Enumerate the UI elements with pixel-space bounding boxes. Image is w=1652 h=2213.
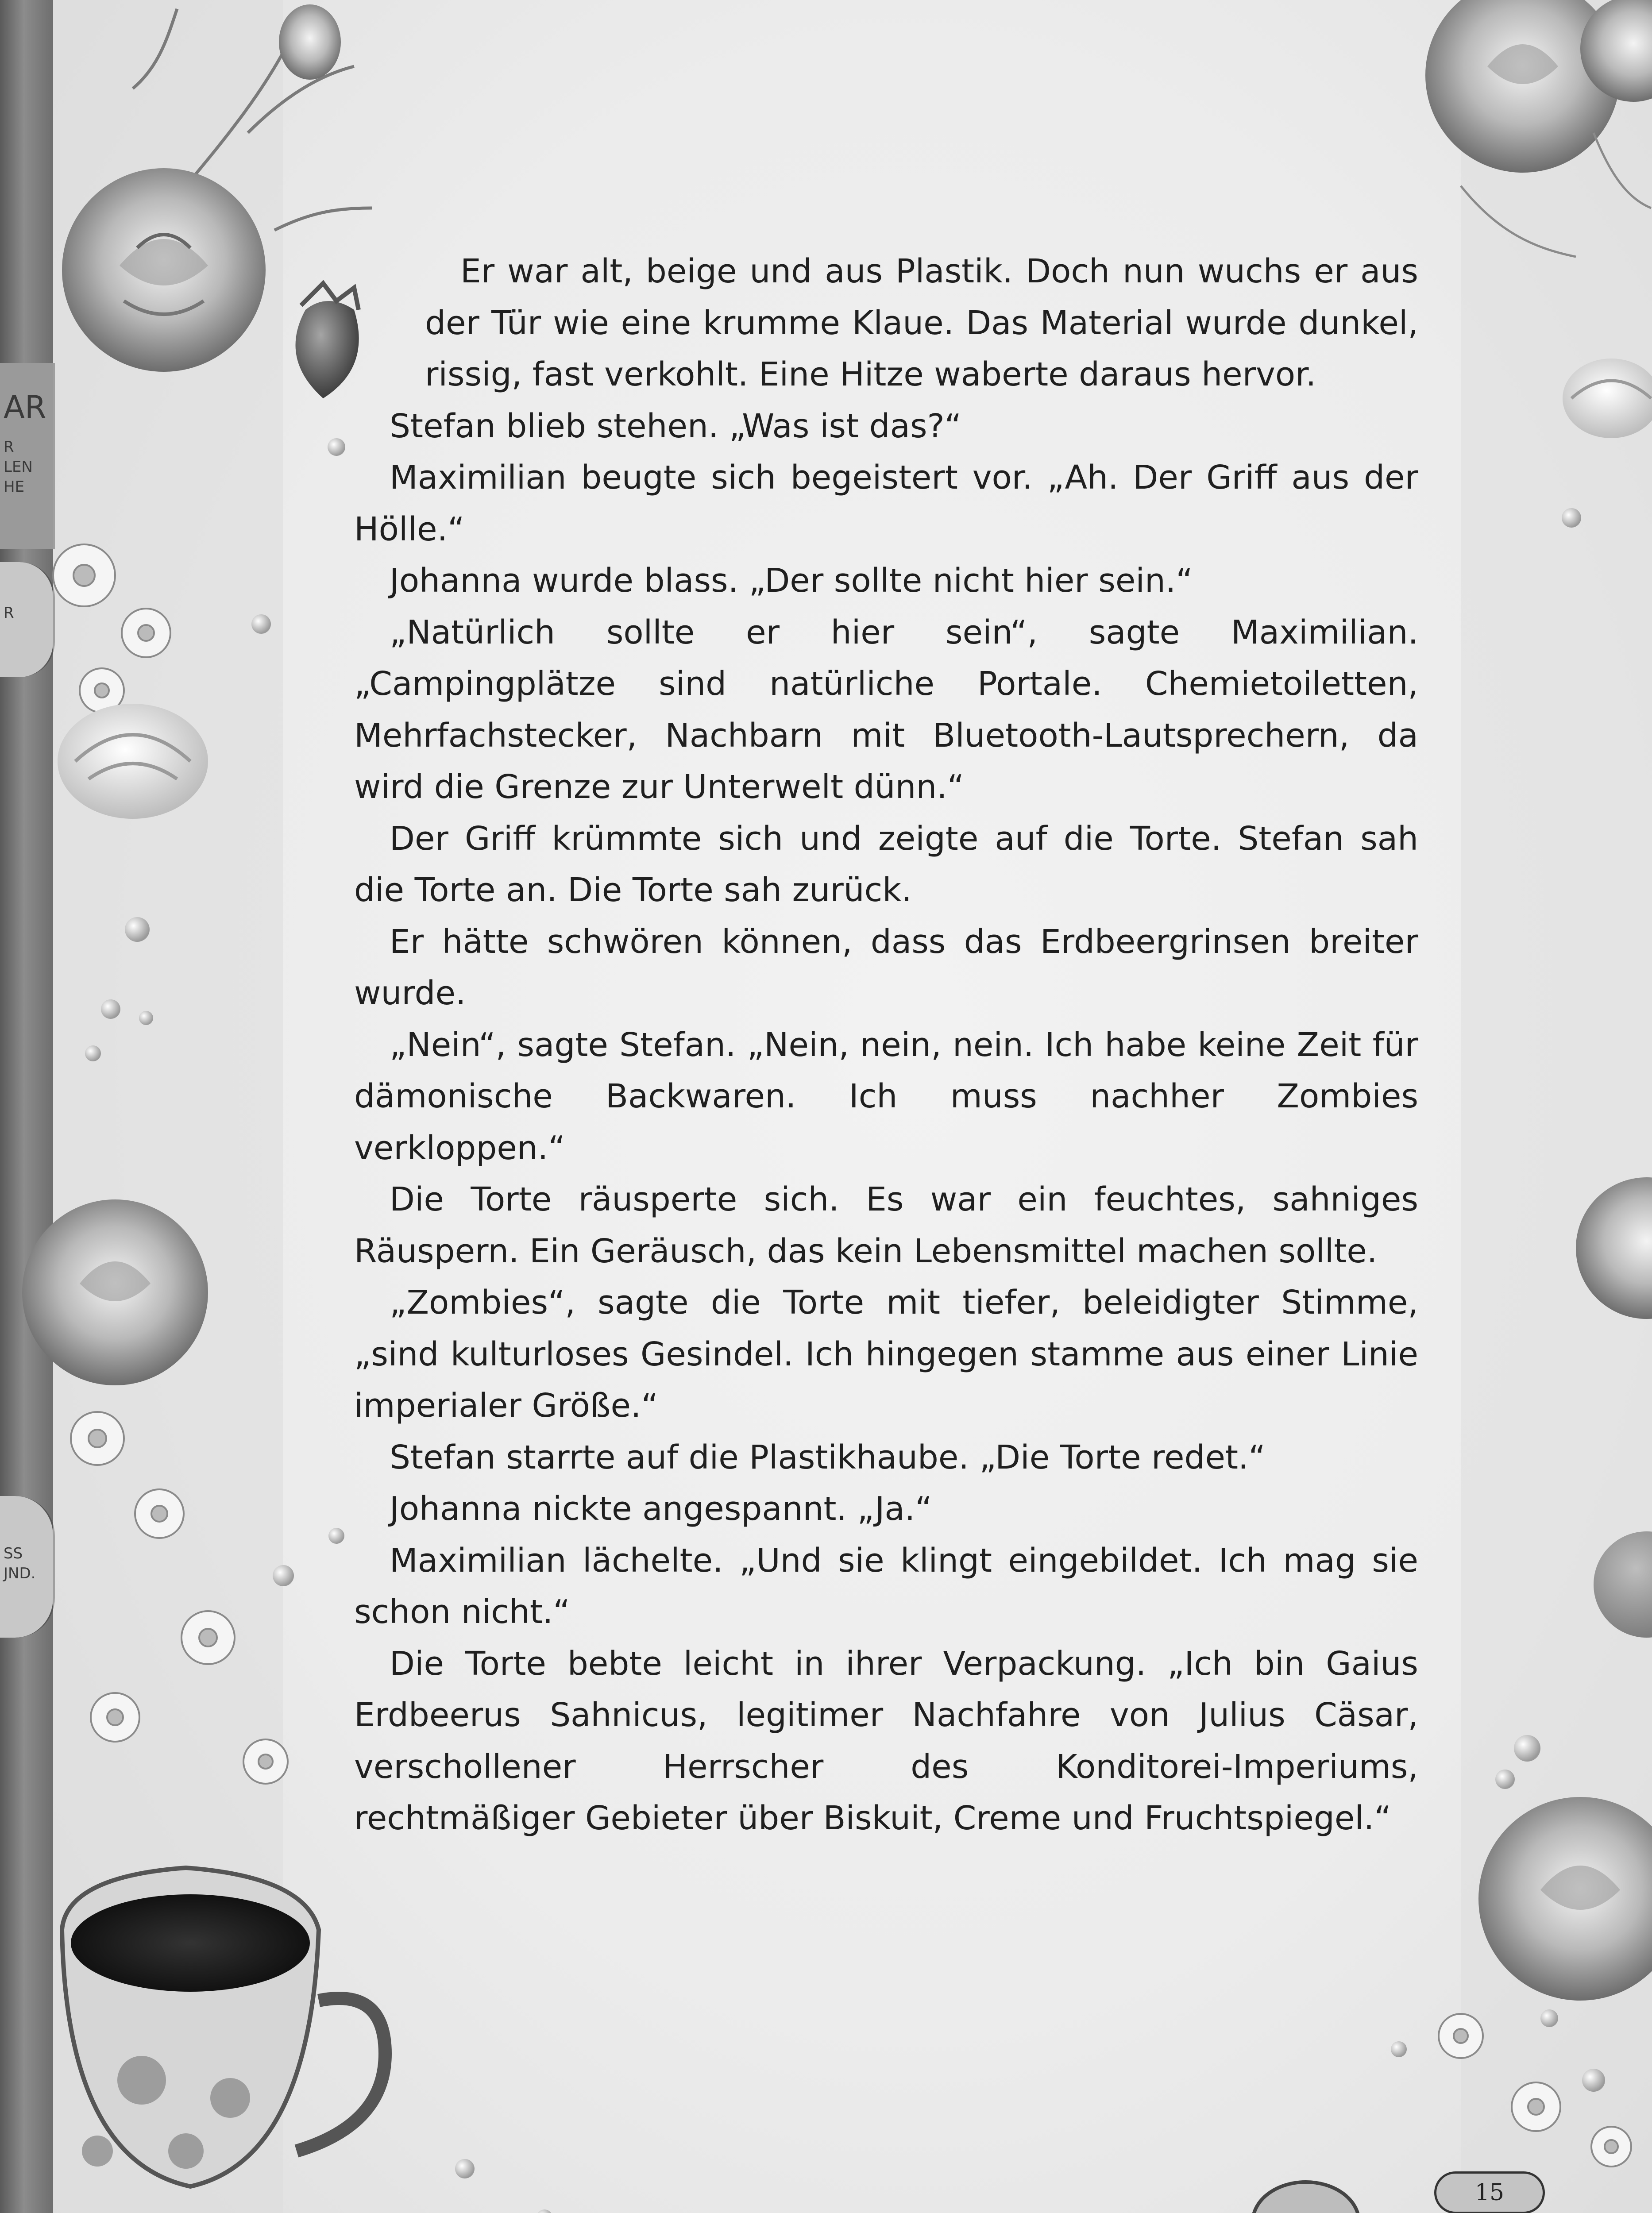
paragraph: Stefan blieb stehen. „Was ist das?“	[390, 407, 962, 445]
paragraph: Der Griff krümmte sich und zeigte auf die Torte. Stefan sah die Torte an. Die Torte sah zurück.	[354, 819, 1418, 909]
rosebud-top	[279, 4, 341, 80]
paragraph: Er war alt, beige und aus Plastik. Doch nun wuchs er aus der Tür wie eine krumme Klaue. Das Material wurde dunkel, rissig, fast verkohlt. Eine Hitze waberte daraus hervor.	[425, 252, 1418, 393]
paragraph: Maximilian beugte sich begeistert vor. „Ah. Der Griff aus der Hölle.“	[354, 459, 1418, 548]
paragraph: Johanna nickte angespannt. „Ja.“	[390, 1490, 932, 1528]
rose-top-left	[62, 168, 266, 372]
page-number: 15	[1474, 2179, 1505, 2206]
strawberry-left	[296, 283, 359, 398]
paragraph: „Zombies“, sagte die Torte mit tiefer, beleidigter Stimme, „sind kulturloses Gesindel. Ich hingegen stamme aus einer Linie imperialer Größe.“	[354, 1284, 1418, 1425]
page-number-badge	[1434, 2171, 1545, 2213]
sign-letters: AR	[4, 389, 46, 425]
paragraph: Er hätte schwören können, dass das Erdbeergrinsen breiter wurde.	[354, 922, 1418, 1012]
paragraph: „Natürlich sollte er hier sein“, sagte Maximilian. „Campingplätze sind natürliche Portale. Chemietoiletten, Mehrfachstecker, Nachbarn mit Bluetooth-Lautsprechern, da wird die Grenze zur Unterwelt dünn.“	[354, 613, 1418, 806]
speech-bubble-line-1: SS	[4, 1545, 23, 1562]
paragraph: „Nein“, sagte Stefan. „Nein, nein, nein. Ich habe keine Zeit für dämonische Backwaren. Ich muss nachher Zombies verkloppen.“	[354, 1026, 1418, 1167]
speech-bubble-line-2: JND.	[4, 1565, 36, 1582]
paragraph: Stefan starrte auf die Plastikhaube. „Die Torte redet.“	[390, 1438, 1266, 1477]
paragraph: Maximilian lächelte. „Und sie klingt eingebildet. Ich mag sie schon nicht.“	[354, 1541, 1418, 1631]
sign-line-3: HE	[4, 478, 25, 496]
story-text	[354, 246, 1418, 1844]
paragraph: Die Torte räusperte sich. Es war ein feuchtes, sahniges Räuspern. Ein Geräusch, das kein Lebensmittel machen sollte.	[354, 1180, 1418, 1270]
speech-bubble-text: R	[4, 604, 14, 622]
paragraph: Die Torte bebte leicht in ihrer Verpackung. „Ich bin Gaius Erdbeerus Sahnicus, legitimer Nachfahre von Julius Cäsar, verschollener Herrscher des Konditorei-Imperiums, rechtmäßiger Gebieter über Biskuit, Creme und Fruchtspiegel.“	[354, 1644, 1418, 1837]
cream-swirl-left	[58, 704, 208, 819]
paragraph: Johanna wurde blass. „Der sollte nicht hier sein.“	[390, 562, 1193, 600]
sign-line-1: R	[4, 438, 14, 456]
rose-left-middle	[22, 1199, 208, 1385]
sign-line-2: LEN	[4, 458, 33, 476]
